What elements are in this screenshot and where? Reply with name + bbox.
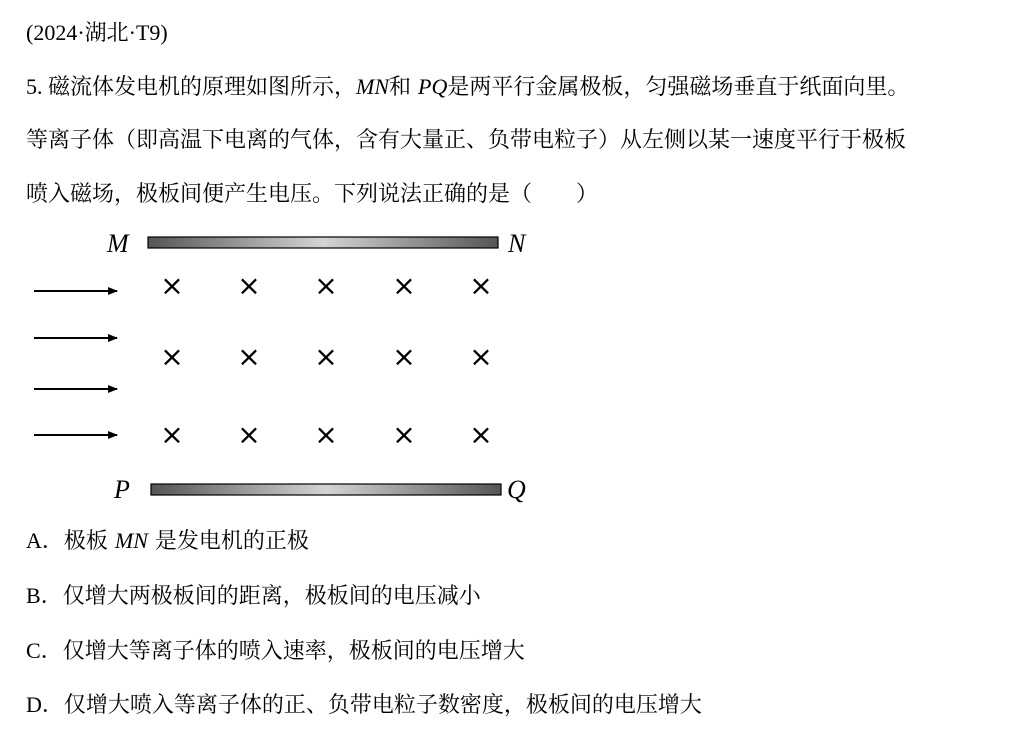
field-cross-mark: × bbox=[314, 269, 338, 302]
option-a-letter: A bbox=[26, 528, 42, 553]
question-line-1 bbox=[26, 72, 909, 103]
option-d-letter: D bbox=[26, 692, 42, 717]
label-n: N bbox=[508, 229, 526, 258]
option-c-text: 仅增大等离子体的喷入速率，极板间的电压增大 bbox=[62, 639, 525, 664]
field-cross-mark: × bbox=[469, 418, 493, 451]
field-cross-mark: × bbox=[160, 418, 184, 451]
question-line-2: 等离子体（即高温下电离的气体，含有大量正、负带电粒子）从左侧以某一速度平行于极板 bbox=[26, 128, 907, 153]
magnetic-field-into-page bbox=[160, 269, 492, 451]
option-b[interactable]: B．仅增大两极板间的距离，极板间的电压减小 bbox=[26, 583, 481, 609]
field-cross-mark: × bbox=[160, 269, 184, 302]
question-text-1a: 磁流体发电机的原理如图所示， bbox=[48, 75, 357, 100]
question-line-3: 喷入磁场，极板间便产生电压。下列说法正确的是（ ） bbox=[26, 182, 599, 207]
field-cross-mark: × bbox=[237, 269, 261, 302]
plate-mn bbox=[148, 237, 498, 248]
option-a-text-pre: 极板 bbox=[63, 529, 115, 554]
option-c[interactable]: C．仅增大等离子体的喷入速率，极板间的电压增大 bbox=[26, 638, 525, 664]
magnetohydrodynamic-diagram bbox=[0, 222, 560, 512]
field-cross-mark: × bbox=[392, 418, 416, 451]
field-cross-mark: × bbox=[314, 340, 338, 373]
question-and: 和 bbox=[389, 75, 412, 100]
field-cross-mark: × bbox=[160, 340, 184, 373]
label-p: P bbox=[114, 475, 130, 504]
plate-mn-ref: MN bbox=[356, 74, 390, 99]
field-cross-mark: × bbox=[237, 418, 261, 451]
option-b-letter: B bbox=[26, 583, 41, 608]
field-cross-mark: × bbox=[392, 269, 416, 302]
option-d-text: 仅增大喷入等离子体的正、负带电粒子数密度，极板间的电压增大 bbox=[63, 693, 702, 718]
option-c-letter: C bbox=[26, 638, 41, 663]
question-dot: . bbox=[37, 74, 48, 99]
option-b-text: 仅增大两极板间的距离，极板间的电压减小 bbox=[62, 584, 481, 609]
option-d[interactable]: D．仅增大喷入等离子体的正、负带电粒子数密度，极板间的电压增大 bbox=[26, 692, 702, 718]
option-a-text-post: 是发电机的正极 bbox=[147, 529, 309, 554]
plate-pq bbox=[151, 484, 501, 495]
field-cross-mark: × bbox=[469, 269, 493, 302]
source-tag: (2024·湖北·T9) bbox=[26, 20, 168, 45]
question-text-1b: 是两平行金属极板，匀强磁场垂直于纸面向里。 bbox=[447, 75, 910, 100]
field-cross-mark: × bbox=[392, 340, 416, 373]
field-cross-mark: × bbox=[314, 418, 338, 451]
field-cross-mark: × bbox=[469, 340, 493, 373]
label-q: Q bbox=[507, 475, 526, 504]
field-cross-mark: × bbox=[237, 340, 261, 373]
option-a[interactable]: A．极板 MN 是发电机的正极 bbox=[26, 528, 309, 554]
plate-pq-ref: PQ bbox=[418, 74, 448, 99]
label-m: M bbox=[107, 229, 129, 258]
question-number: 5 bbox=[26, 74, 37, 99]
option-a-mn: MN bbox=[114, 528, 148, 553]
